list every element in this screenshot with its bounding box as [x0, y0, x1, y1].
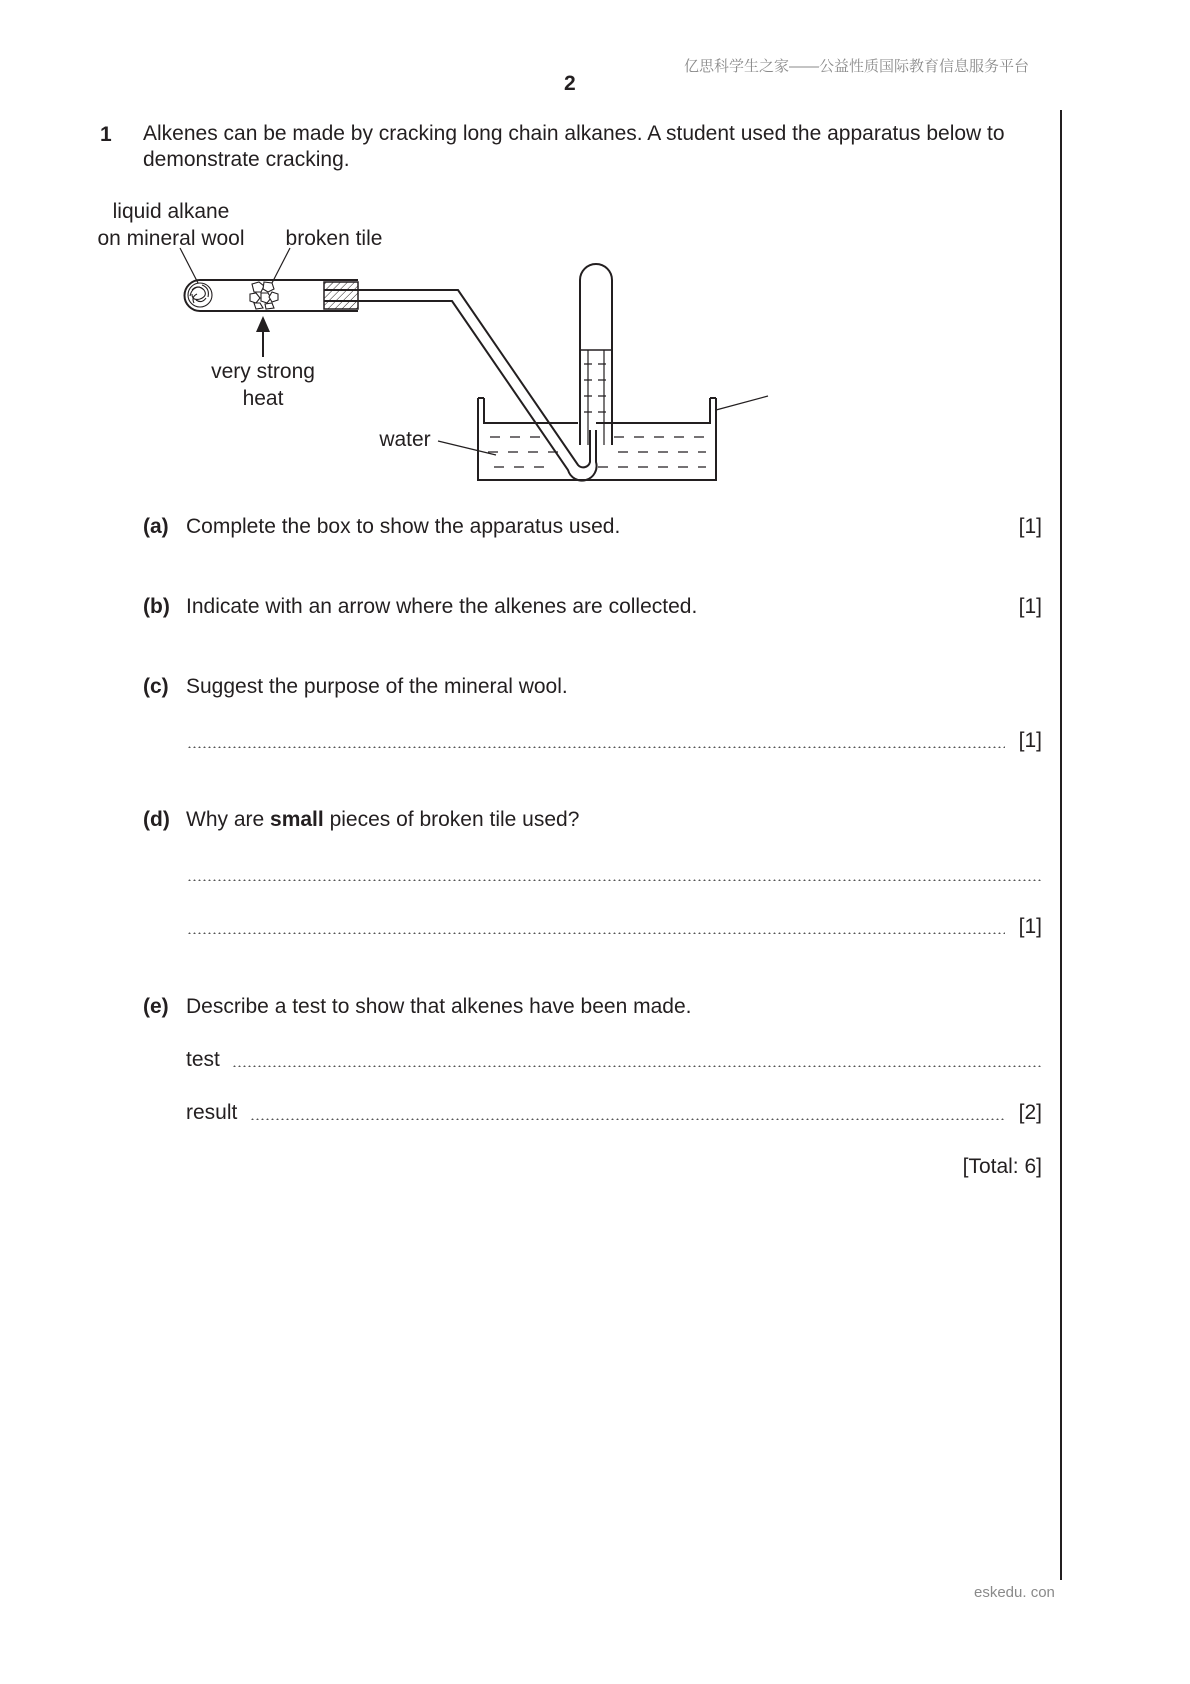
part-c-text: Suggest the purpose of the mineral wool.: [186, 675, 568, 698]
label-broken-tile: broken tile: [285, 227, 383, 250]
leader-unlabelled: [716, 396, 768, 410]
water-in-test-tube: [584, 364, 606, 412]
part-c-marks: [1]: [1018, 729, 1042, 752]
part-b-text: Indicate with an arrow where the alkenes are collected.: [186, 595, 698, 618]
part-e-label: (e): [143, 995, 169, 1018]
part-b-label: (b): [143, 595, 170, 618]
answer-line-d1[interactable]: [187, 879, 1042, 881]
label-liquid-alkane-line1: liquid alkane: [112, 200, 230, 223]
question-number: 1: [100, 123, 112, 146]
answer-line-e-result[interactable]: [250, 1118, 1005, 1120]
answer-line-e-test[interactable]: [232, 1065, 1042, 1067]
total-marks: [Total: 6]: [962, 1155, 1042, 1178]
part-c-label: (c): [143, 675, 169, 698]
part-e-test-label: test: [186, 1048, 220, 1071]
part-a-text: Complete the box to show the apparatus used.: [186, 515, 621, 538]
label-liquid-alkane-line2: on mineral wool: [97, 227, 245, 250]
part-d-text-after: pieces of broken tile used?: [323, 808, 580, 831]
leader-broken-tile: [272, 248, 290, 283]
footer-watermark: eskedu. con: [974, 1584, 1055, 1601]
header-watermark: 亿思科学生之家——公益性质国际教育信息服务平台: [684, 58, 1030, 75]
collecting-test-tube: [580, 264, 612, 445]
part-d-marks: [1]: [1018, 915, 1042, 938]
page-number: 2: [564, 72, 576, 95]
mineral-wool: [188, 283, 212, 307]
part-e-marks: [2]: [1018, 1101, 1042, 1124]
broken-tile-pieces: [250, 282, 278, 309]
part-d-text: [186, 808, 579, 832]
answer-line-d2[interactable]: [187, 932, 1005, 934]
part-a-label: (a): [143, 515, 169, 538]
label-heat-line1: very strong: [211, 360, 315, 383]
question-intro: Alkenes can be made by cracking long chain alkanes. A student used the apparatus below to demonstrate cracking.: [143, 122, 1005, 171]
label-water: water: [379, 428, 431, 451]
part-d-label: (d): [143, 808, 170, 831]
part-e-result-label: result: [186, 1101, 238, 1124]
part-a-marks: [1]: [1018, 515, 1042, 538]
bung: [324, 282, 358, 309]
part-e-text: Describe a test to show that alkenes have been made.: [186, 995, 692, 1018]
answer-line-c[interactable]: [187, 746, 1005, 748]
heat-arrow: [256, 316, 270, 357]
part-d-text-before: Why are: [186, 808, 271, 831]
part-b-marks: [1]: [1018, 595, 1042, 618]
label-heat-line2: heat: [242, 387, 284, 410]
cracking-apparatus-diagram: [0, 0, 1190, 500]
part-d-text-bold: small: [270, 808, 324, 831]
leader-water: [438, 441, 496, 455]
leader-mineral-wool: [180, 248, 198, 283]
